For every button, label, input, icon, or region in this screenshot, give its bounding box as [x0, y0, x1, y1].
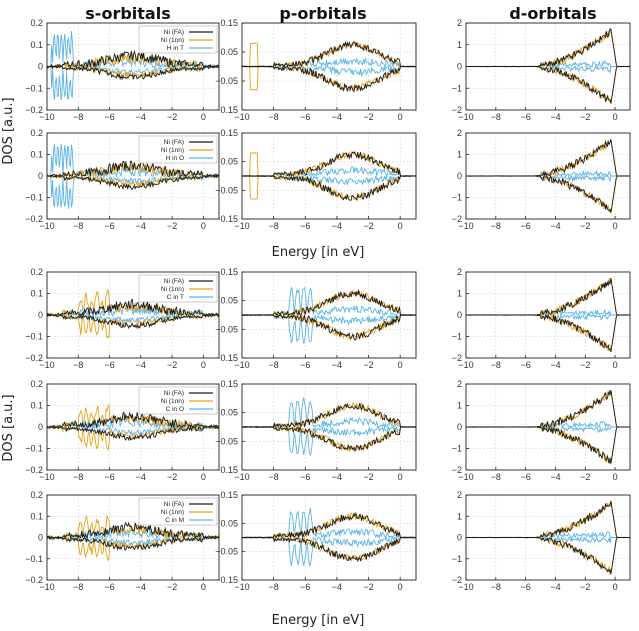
- x-tick-label: −4: [550, 112, 561, 122]
- x-tick-label: −10: [234, 472, 250, 482]
- panel-p-1: [215, 18, 416, 122]
- y-tick-label: 0.05: [220, 47, 238, 57]
- x-tick-label: 0: [200, 221, 206, 231]
- x-tick-label: −4: [135, 582, 146, 592]
- y-tick-label: −1: [451, 331, 462, 342]
- panel-p-4: [215, 379, 416, 482]
- y-axis-label-bottom: DOS [a.u.]: [1, 394, 16, 462]
- col-title-s: s-orbitals: [85, 4, 171, 23]
- x-tick-label: −10: [234, 582, 250, 592]
- y-tick-label: −0.15: [215, 465, 238, 475]
- y-tick-label: −1: [451, 443, 462, 454]
- x-tick-label: −8: [490, 472, 501, 482]
- dos-curve-ni-fa-up: [466, 278, 630, 315]
- dos-curve-ni-fa-up: [466, 390, 630, 427]
- y-tick-label: 0.2: [30, 18, 43, 28]
- x-tick-label: −6: [104, 360, 115, 370]
- x-tick-label: −4: [331, 221, 343, 231]
- y-tick-label: 0.15: [220, 18, 238, 28]
- x-tick-label: 0: [200, 360, 206, 370]
- y-tick-label: −0.05: [215, 76, 238, 86]
- panel-d-2: [452, 128, 630, 231]
- y-tick-label: 0: [37, 171, 43, 181]
- x-tick-label: −10: [39, 221, 55, 231]
- y-tick-label: 1: [456, 39, 462, 50]
- x-tick-label: −8: [268, 112, 279, 122]
- legend-label: Ni (FA): [163, 139, 184, 146]
- y-tick-label: −0.15: [215, 353, 238, 363]
- panel-p-3: [215, 267, 416, 370]
- y-tick-label: 2: [456, 128, 462, 138]
- y-tick-label: −0.2: [25, 353, 43, 363]
- y-tick-label: 2: [456, 267, 462, 277]
- y-tick-label: 0.15: [220, 128, 238, 138]
- x-tick-label: −2: [363, 221, 374, 231]
- y-tick-label: 2: [456, 18, 462, 28]
- y-tick-label: 0.1: [30, 39, 43, 50]
- y-tick-label: 0.15: [220, 267, 238, 277]
- x-tick-label: −8: [268, 360, 279, 370]
- x-tick-label: −6: [520, 472, 531, 482]
- x-tick-label: −6: [520, 221, 531, 231]
- y-tick-label: −0.15: [215, 214, 238, 224]
- panel-d-4: [452, 379, 630, 482]
- y-tick-label: −0.15: [215, 105, 238, 115]
- y-tick-label: 1: [456, 149, 462, 160]
- panel-d-5: [452, 490, 630, 592]
- x-tick-label: −10: [39, 472, 55, 482]
- x-tick-label: −2: [363, 112, 374, 122]
- x-tick-label: −2: [166, 360, 178, 370]
- x-tick-label: −2: [363, 360, 374, 370]
- x-tick-label: −6: [520, 112, 531, 122]
- x-tick-label: −4: [550, 472, 561, 482]
- panel-s-1: [25, 18, 219, 122]
- x-tick-label: 0: [200, 582, 206, 592]
- x-tick-label: −2: [166, 472, 178, 482]
- x-tick-label: −4: [550, 221, 561, 231]
- x-tick-label: −10: [234, 112, 250, 122]
- y-tick-label: −0.2: [25, 465, 43, 475]
- x-tick-label: 0: [200, 472, 206, 482]
- y-tick-label: 0.05: [220, 156, 238, 167]
- legend-label: Ni (1nn): [160, 147, 184, 154]
- x-tick-label: −10: [39, 112, 55, 122]
- y-tick-label: −0.2: [25, 575, 43, 585]
- x-tick-label: −6: [300, 221, 311, 231]
- y-tick-label: 0: [37, 310, 43, 320]
- x-tick-label: −8: [268, 582, 279, 592]
- x-tick-label: −2: [580, 221, 591, 231]
- y-tick-label: 0: [37, 422, 43, 432]
- legend-label: C in M: [165, 517, 184, 524]
- legend-label: Ni (1nn): [160, 286, 184, 293]
- x-tick-label: 0: [397, 360, 403, 370]
- panel-s-5: [25, 490, 219, 592]
- y-tick-label: 0: [456, 310, 462, 320]
- x-tick-label: −10: [458, 472, 474, 482]
- x-tick-label: −10: [234, 221, 250, 231]
- y-tick-label: −0.05: [215, 324, 238, 335]
- y-tick-label: 0: [456, 532, 462, 543]
- dos-curve-ni-1nn-down: [466, 315, 630, 352]
- y-tick-label: 1: [456, 400, 462, 411]
- x-tick-label: −8: [268, 472, 279, 482]
- y-tick-label: 0.15: [220, 379, 238, 389]
- x-tick-label: −8: [490, 221, 501, 231]
- y-tick-label: 0.1: [30, 400, 43, 411]
- x-tick-label: −6: [300, 472, 311, 482]
- x-tick-label: −2: [166, 221, 178, 231]
- x-tick-label: −6: [104, 221, 115, 231]
- x-tick-label: 0: [612, 472, 618, 482]
- y-tick-label: 0: [37, 532, 43, 543]
- x-tick-label: −8: [73, 221, 84, 231]
- x-tick-label: −10: [458, 582, 474, 592]
- x-tick-label: −6: [300, 582, 311, 592]
- panel-p-2: [215, 128, 416, 231]
- x-tick-label: −6: [104, 112, 115, 122]
- y-tick-label: −0.2: [25, 105, 43, 115]
- y-tick-label: −0.05: [215, 185, 238, 196]
- y-tick-label: −0.1: [25, 553, 43, 564]
- dos-curve-ni-1nn-down: [466, 538, 630, 575]
- x-tick-label: −8: [268, 221, 279, 231]
- x-tick-label: −2: [363, 472, 374, 482]
- y-tick-label: 0.2: [30, 490, 43, 500]
- x-tick-label: −10: [39, 360, 55, 370]
- x-tick-label: −8: [73, 112, 84, 122]
- x-tick-label: −4: [331, 360, 343, 370]
- x-tick-label: 0: [200, 112, 206, 122]
- legend-label: H in O: [165, 155, 184, 162]
- y-tick-label: 0.05: [220, 518, 238, 529]
- x-tick-label: −6: [104, 582, 115, 592]
- x-axis-label-bottom: Energy [in eV]: [271, 613, 365, 628]
- y-tick-label: 2: [456, 490, 462, 500]
- x-tick-label: −4: [135, 472, 146, 482]
- x-axis-label-top: Energy [in eV]: [271, 245, 365, 260]
- x-tick-label: −6: [520, 582, 531, 592]
- col-title-d: d-orbitals: [509, 4, 597, 23]
- y-tick-label: −0.1: [25, 192, 43, 203]
- y-tick-label: 0.1: [30, 149, 43, 160]
- x-tick-label: 0: [397, 112, 403, 122]
- panel-grid: [25, 18, 630, 592]
- x-tick-label: −4: [331, 112, 343, 122]
- x-tick-label: −2: [166, 582, 178, 592]
- y-tick-label: 0.2: [30, 128, 43, 138]
- x-tick-label: −4: [331, 472, 343, 482]
- x-tick-label: −8: [490, 112, 501, 122]
- y-tick-label: −0.05: [215, 546, 238, 557]
- panel-d-1: [452, 18, 630, 122]
- x-tick-label: −8: [490, 360, 501, 370]
- x-tick-label: −8: [73, 582, 84, 592]
- panel-s-2: [25, 128, 219, 231]
- x-tick-label: −4: [135, 221, 146, 231]
- dos-curve-ni-fa-down: [47, 315, 219, 328]
- x-tick-label: −8: [73, 360, 84, 370]
- dos-curve-ni-fa-down: [466, 538, 630, 575]
- y-tick-label: −2: [451, 465, 462, 475]
- dos-curve-adsorbate-down: [242, 427, 416, 455]
- y-tick-label: −2: [451, 575, 462, 585]
- dos-curve-adsorbate-down: [47, 176, 219, 209]
- y-tick-label: 1: [456, 511, 462, 522]
- y-tick-label: 0.2: [30, 379, 43, 389]
- legend-label: H in T: [166, 45, 184, 52]
- x-tick-label: −4: [550, 582, 561, 592]
- y-tick-label: −2: [451, 105, 462, 115]
- x-tick-label: 0: [397, 472, 403, 482]
- x-tick-label: −4: [135, 112, 146, 122]
- x-tick-label: 0: [397, 582, 403, 592]
- y-tick-label: 0: [37, 61, 43, 72]
- x-tick-label: −2: [166, 112, 178, 122]
- y-axis-label-top: DOS [a.u.]: [1, 97, 16, 165]
- y-tick-label: 0.05: [220, 407, 238, 418]
- y-tick-label: 0.05: [220, 295, 238, 306]
- panel-s-4: [25, 379, 219, 482]
- legend-label: Ni (1nn): [160, 509, 184, 516]
- legend-label: Ni (FA): [163, 29, 184, 36]
- y-tick-label: −2: [451, 353, 462, 363]
- legend-label: Ni (1nn): [160, 37, 184, 44]
- y-tick-label: −0.1: [25, 83, 43, 94]
- legend-label: Ni (1nn): [160, 398, 184, 405]
- x-tick-label: −10: [39, 582, 55, 592]
- x-tick-label: −2: [363, 582, 374, 592]
- legend-label: Ni (FA): [163, 390, 184, 397]
- y-tick-label: −0.1: [25, 331, 43, 342]
- x-tick-label: −6: [300, 112, 311, 122]
- x-tick-label: −6: [520, 360, 531, 370]
- y-tick-label: 0: [456, 61, 462, 72]
- y-tick-label: 0: [456, 422, 462, 432]
- legend-label: C in T: [166, 294, 184, 301]
- y-tick-label: −0.15: [215, 575, 238, 585]
- legend-label: C in O: [165, 406, 184, 413]
- y-tick-label: −1: [451, 83, 462, 94]
- panel-d-3: [452, 267, 630, 370]
- y-tick-label: 0.15: [220, 490, 238, 500]
- y-tick-label: 0.1: [30, 288, 43, 299]
- y-tick-label: 1: [456, 288, 462, 299]
- x-tick-label: 0: [612, 360, 618, 370]
- x-tick-label: 0: [612, 112, 618, 122]
- x-tick-label: −4: [331, 582, 343, 592]
- x-tick-label: −8: [73, 472, 84, 482]
- dos-curve-adsorbate-up: [242, 508, 416, 538]
- y-tick-label: −0.2: [25, 214, 43, 224]
- dos-curve-ni-fa-down: [242, 315, 416, 340]
- x-tick-label: −2: [580, 472, 591, 482]
- y-tick-label: −1: [451, 553, 462, 564]
- y-tick-label: 0: [456, 171, 462, 181]
- x-tick-label: −8: [490, 582, 501, 592]
- x-tick-label: −4: [550, 360, 561, 370]
- x-tick-label: 0: [397, 221, 403, 231]
- y-tick-label: 0.2: [30, 267, 43, 277]
- x-tick-label: −2: [580, 360, 591, 370]
- x-tick-label: 0: [612, 221, 618, 231]
- dos-curve-adsorbate-down: [47, 66, 219, 100]
- x-tick-label: −2: [580, 112, 591, 122]
- col-title-p: p-orbitals: [279, 4, 367, 23]
- y-tick-label: −0.1: [25, 443, 43, 454]
- y-tick-label: −2: [451, 214, 462, 224]
- x-tick-label: −10: [458, 112, 474, 122]
- x-tick-label: 0: [612, 582, 618, 592]
- dos-curve-ni-fa-up: [466, 139, 630, 176]
- x-tick-label: −10: [458, 221, 474, 231]
- panel-s-3: [25, 267, 219, 370]
- y-tick-label: 0.1: [30, 511, 43, 522]
- legend-label: Ni (FA): [163, 501, 184, 508]
- dos-curve-ni-fa-down: [466, 176, 630, 213]
- x-tick-label: −10: [234, 360, 250, 370]
- x-tick-label: −10: [458, 360, 474, 370]
- dos-curve-ni-fa-down: [466, 67, 630, 104]
- x-tick-label: −4: [135, 360, 146, 370]
- y-tick-label: −1: [451, 192, 462, 203]
- dos-curve-adsorbate-up: [466, 171, 630, 176]
- legend-label: Ni (FA): [163, 278, 184, 285]
- y-tick-label: 2: [456, 379, 462, 389]
- x-tick-label: −6: [104, 472, 115, 482]
- x-tick-label: −2: [580, 582, 591, 592]
- x-tick-label: −6: [300, 360, 311, 370]
- panel-p-5: [215, 490, 416, 592]
- y-tick-label: −0.05: [215, 436, 238, 447]
